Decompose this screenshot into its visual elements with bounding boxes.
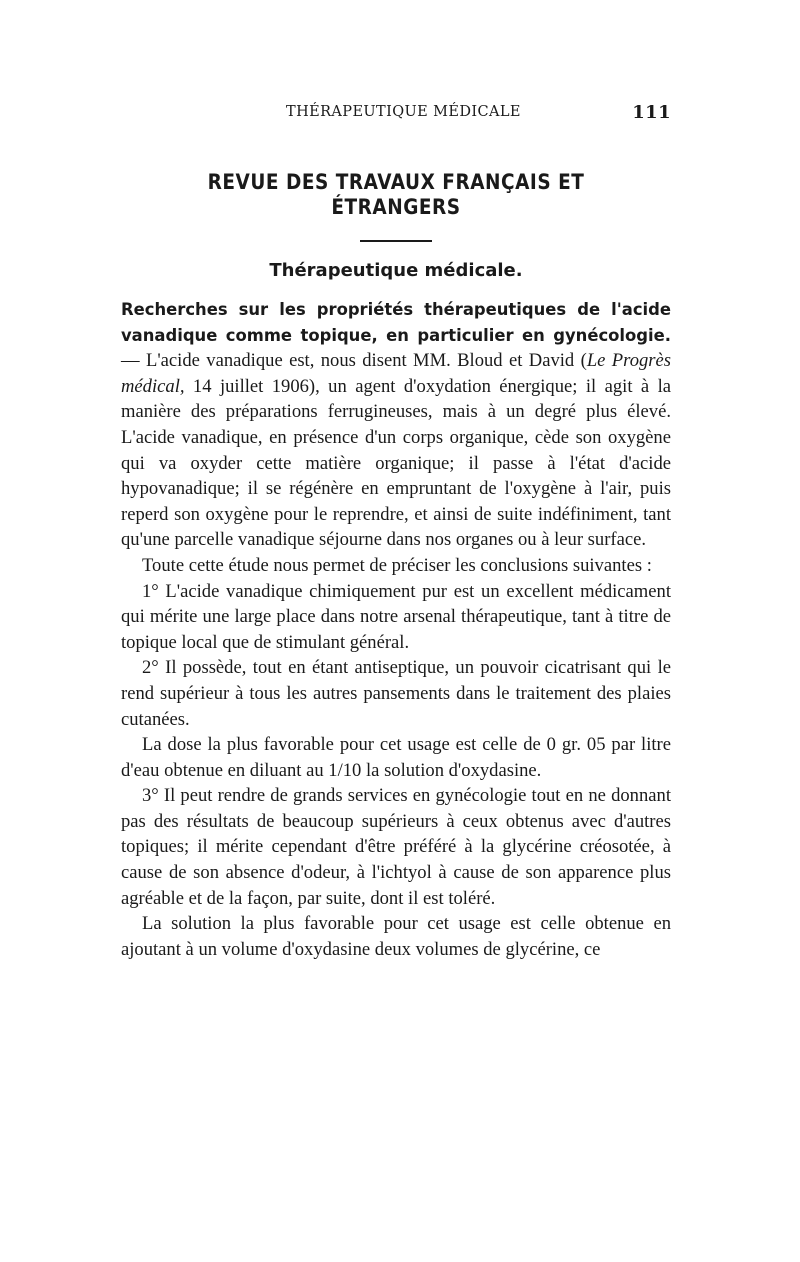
article-body (121, 297, 671, 962)
paragraph-solution: La solution la plus favorable pour cet usage est celle obtenue en ajoutant à un volume d'oxydasine deux volumes de glycérine, ce (121, 913, 671, 960)
title-divider (360, 240, 432, 242)
intro-text-part-1: — L'acide vanadique est, nous disent MM. Bloud et David ( (121, 350, 587, 372)
paragraph-conclusion-3: 3° Il peut rendre de grands services en gynécologie tout en ne donnant pas des résultats de beaucoup supérieurs à ceux obtenus avec d'autres topiques; il mérite cependant d'être préféré à la glycérine créosotée, à cause de son absence d'odeur, à l'ichtyol à cause de son apparence plus agréable et de la façon, par suite, dont il est toléré. (121, 785, 671, 909)
article-lead-title: Recherches sur les propriétés thérapeutiques de l'acide vanadique comme topique, en particulier en gynécologie. (121, 300, 671, 345)
running-header (121, 104, 671, 132)
paragraph-conclusion-1: 1° L'acide vanadique chimiquement pur est un excellent médicament qui mérite une large place dans notre arsenal thérapeutique, tant à titre de topique local que de stimulant général. (121, 580, 671, 653)
paragraph-conclusion-2: 2° Il possède, tout en étant antiseptique, un pouvoir cicatrisant qui le rend supérieur à tous les autres pansements dans le traitement des plaies cutanées. (121, 657, 671, 730)
article-intro-paragraph (121, 297, 671, 553)
page-number: 111 (632, 102, 671, 123)
book-page (121, 104, 671, 962)
journal-citation: Le Progrès médical, (121, 350, 672, 397)
intro-text-part-2: 14 juillet 1906), un agent d'oxydation énergique; il agit à la manière des préparations ferrugineuses, mais à un degré plus élevé. L'acide vanadique, en présence d'un corps organique, cède son oxygène qui va oxyder cette matière organique; il passe à l'état d'acide hypovanadique; il se régénère en empruntant de l'oxygène à l'air, puis reperd son oxygène pour le reprendre, et ainsi de suite indéfiniment, tant qu'une parcelle vanadique séjourne dans nos organes ou à leur surface. (121, 375, 671, 551)
section-title: REVUE DES TRAVAUX FRANÇAIS ET ÉTRANGERS (207, 170, 585, 220)
paragraph-conclusions-intro: Toute cette étude nous permet de préciser les conclusions suivantes : (142, 554, 652, 576)
subsection-title: Thérapeutique médicale. (269, 260, 523, 281)
paragraph-dose: La dose la plus favorable pour cet usage est celle de 0 gr. 05 par litre d'eau obtenue en diluant au 1/10 la solution d'oxydasine. (121, 734, 671, 781)
running-title: THÉRAPEUTIQUE MÉDICALE (286, 104, 521, 120)
